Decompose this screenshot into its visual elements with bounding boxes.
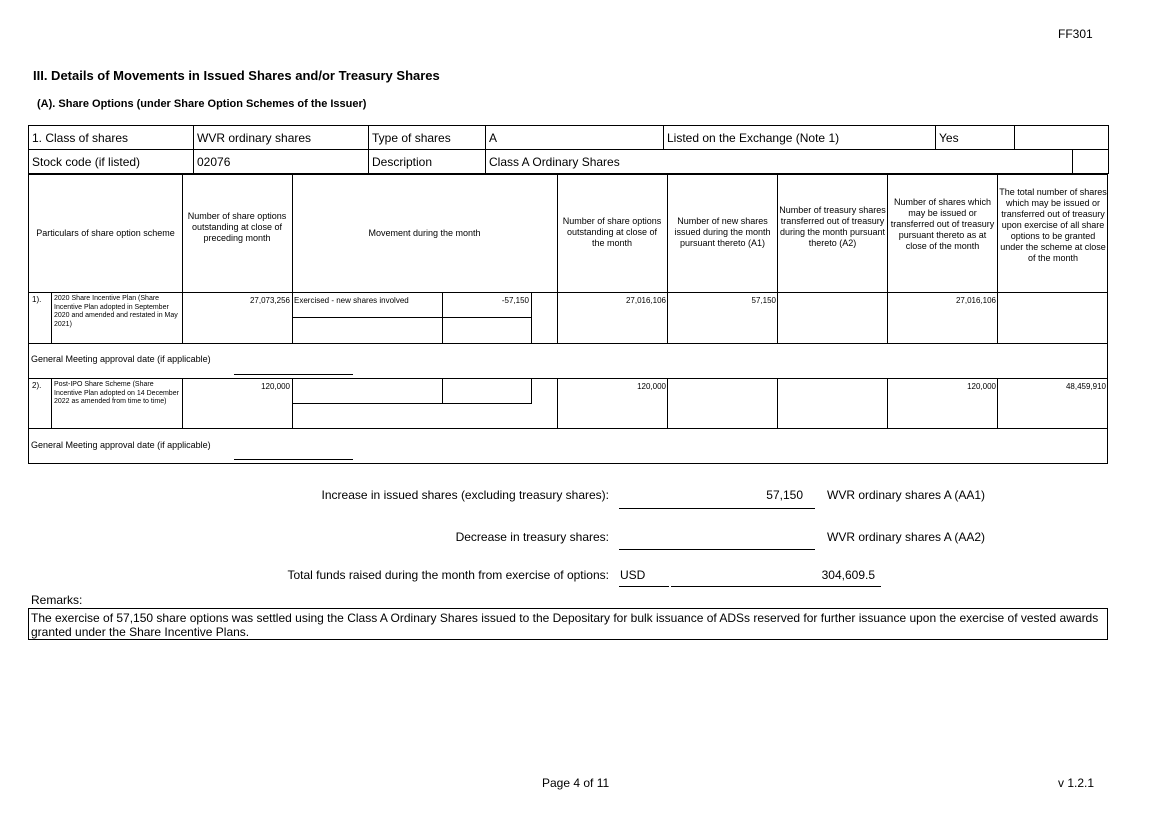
header-movement: Movement during the month (368, 228, 481, 238)
scheme-2-name: Post-IPO Share Scheme (Share Incentive Plan adopted on 14 December 2022 as amended from time to time) (54, 381, 179, 405)
description-label: Description (369, 150, 486, 174)
remarks-label: Remarks: (31, 593, 83, 607)
scheme-2-index: 2). (32, 381, 42, 390)
scheme-2-outstanding-close: 120,000 (637, 382, 666, 391)
funds-value: 304,609.5 (821, 568, 875, 582)
scheme-1-movement-value: -57,150 (501, 296, 529, 305)
increase-unit: WVR ordinary shares A (AA1) (827, 488, 986, 502)
form-code: FF301 (1058, 27, 1093, 41)
listed-value: Yes (936, 126, 1015, 150)
header-outstanding-close: Number of share options outstanding at close of the month (562, 216, 662, 248)
gm-approval-label-1: General Meeting approval date (if applicable) (31, 354, 211, 364)
header-total-number: The total number of shares which may be issued or transferred out of treasury upon exercise of all share options to be granted under the scheme at close of the month (999, 187, 1107, 263)
page-number: Page 4 of 11 (542, 776, 610, 790)
header-new-shares: Number of new shares issued during the month pursuant thereto (A1) (674, 216, 771, 248)
section-title: III. Details of Movements in Issued Shares and/or Treasury Shares (33, 68, 440, 83)
listed-label: Listed on the Exchange (Note 1) (664, 126, 936, 150)
gm-approval-label-2: General Meeting approval date (if applicable) (31, 440, 211, 450)
listed-extra (1015, 126, 1109, 150)
share-options-table (28, 174, 1108, 464)
type-label: Type of shares (369, 126, 486, 150)
funds-currency: USD (620, 568, 646, 582)
gm-approval-date-1[interactable] (234, 374, 353, 375)
increase-value: 57,150 (766, 488, 803, 502)
funds-label: Total funds raised during the month from exercise of options: (287, 568, 609, 582)
header-may-be-issued: Number of shares which may be issued or transferred out of treasury pursuant thereto as at close of the month (890, 197, 995, 251)
scheme-2-may-be-issued: 120,000 (967, 382, 996, 391)
description-value: Class A Ordinary Shares (486, 150, 1073, 174)
scheme-1-new-shares: 57,150 (751, 296, 776, 305)
description-extra (1073, 150, 1109, 174)
scheme-2-outstanding-prev: 120,000 (261, 382, 290, 391)
gm-approval-date-2[interactable] (234, 459, 353, 460)
type-value: A (486, 126, 664, 150)
scheme-1-outstanding-prev: 27,073,256 (249, 296, 290, 305)
scheme-1-movement-type: Exercised - new shares involved (294, 296, 409, 305)
version: v 1.2.1 (1058, 776, 1095, 790)
header-treasury-transferred: Number of treasury shares transferred out of treasury during the month pursuant thereto (A2) (779, 205, 886, 248)
scheme-2-total-number: 48,459,910 (1065, 382, 1106, 391)
stock-code-label: Stock code (if listed) (29, 150, 194, 174)
scheme-1-may-be-issued: 27,016,106 (955, 296, 996, 305)
scheme-1-outstanding-close: 27,016,106 (625, 296, 666, 305)
decrease-label: Decrease in treasury shares: (455, 530, 609, 544)
decrease-unit: WVR ordinary shares A (AA2) (827, 530, 986, 544)
header-particulars: Particulars of share option scheme (36, 228, 175, 238)
class-label: 1. Class of shares (29, 126, 194, 150)
header-outstanding-prev: Number of share options outstanding at close of preceding month (187, 211, 287, 243)
class-value: WVR ordinary shares (194, 126, 369, 150)
subsection-title: (A). Share Options (under Share Option Schemes of the Issuer) (37, 98, 367, 110)
increase-label: Increase in issued shares (excluding treasury shares): (321, 488, 609, 502)
scheme-1-name: 2020 Share Incentive Plan (Share Incentive Plan adopted in September 2020 and amended and restated in May 2021) (54, 295, 178, 328)
scheme-1-index: 1). (32, 295, 42, 304)
remarks-text: The exercise of 57,150 share options was settled using the Class A Ordinary Shares issued to the Depositary for bulk issuance of ADSs reserved for further issuance upon the exercise of vested awards granted under the Share Incentive Plans. (28, 608, 1108, 640)
class-info-table (28, 125, 1109, 174)
stock-code-value: 02076 (194, 150, 369, 174)
